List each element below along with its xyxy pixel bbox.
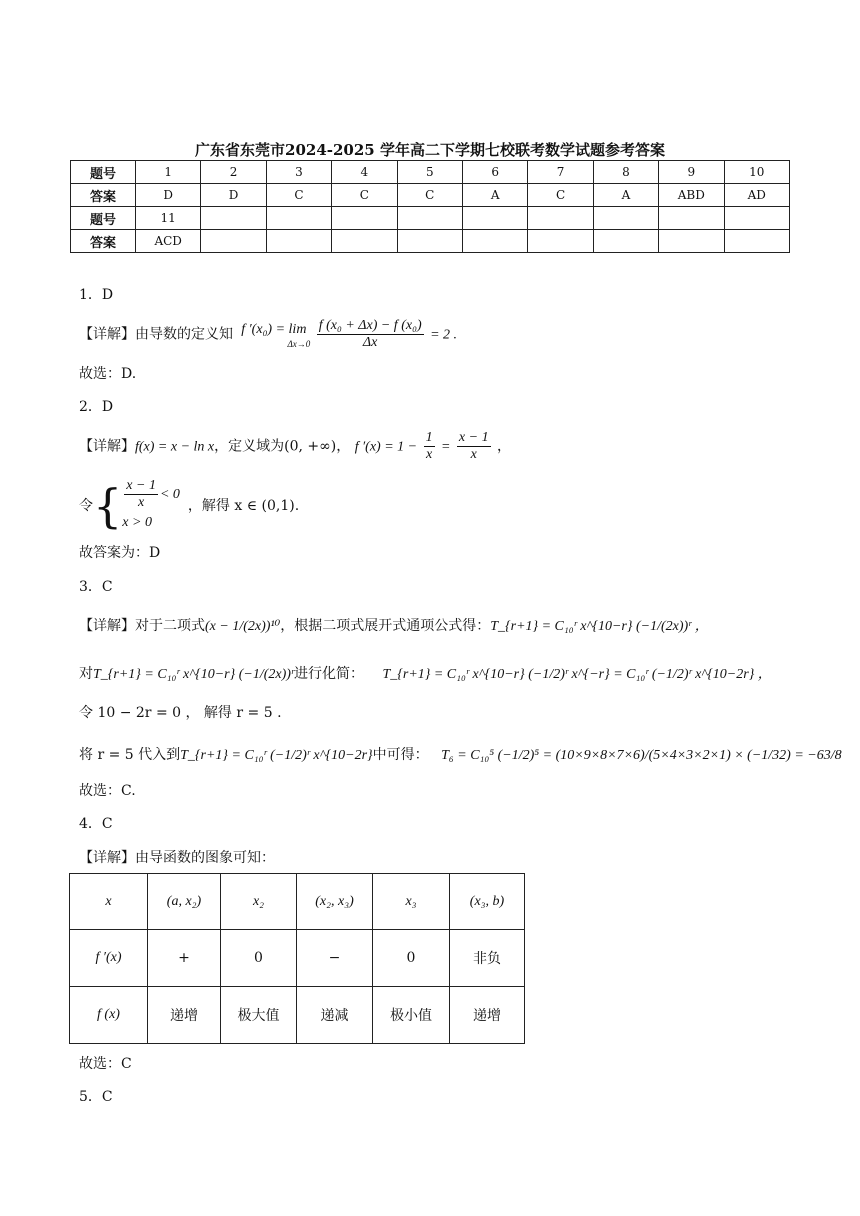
detail-label: 【详解】 <box>79 326 135 343</box>
q2-system: 令 { $\frac{x - 1}{x}$ < 0 x > 0 ，解得 x ∈ (0,1). <box>79 478 300 533</box>
table-cell <box>659 230 724 253</box>
table-cell <box>332 230 397 253</box>
detail-text: 由导数的定义知 <box>135 326 233 343</box>
table-cell <box>462 207 527 230</box>
limit-expression: f ′(x₀) = lim Δx→0 <box>241 321 311 349</box>
monotonicity-table <box>69 873 525 1044</box>
table-cell <box>659 207 724 230</box>
table-cell: 9 <box>659 161 724 184</box>
table-cell: − <box>297 930 373 987</box>
table-cell: ACD <box>136 230 201 253</box>
table-cell: (x₂, x₃) <box>297 874 373 930</box>
table-cell: 递增 <box>148 987 221 1044</box>
q1-choose: 故选：D. <box>79 366 137 382</box>
table-row <box>71 230 790 253</box>
table-cell: 2 <box>201 161 266 184</box>
table-cell <box>397 230 462 253</box>
difference-quotient: $\frac{\text{f (x₀ + Δx) − f (x₀)}}{\Delta x}$ <box>318 318 422 350</box>
table-row <box>71 207 790 230</box>
table-row <box>70 987 525 1044</box>
table-cell <box>332 207 397 230</box>
q3-line2: 对T_{r+1} = C₁₀ʳ x^{10−r} (−1/(2x))ʳ进行化简： T_{r+1} = C₁₀ʳ x^{10−r} (−1/2)ʳ x^{−r} = C₁₀ʳ (−1/2)ʳ x^{10−2r} ， <box>79 666 772 682</box>
fraction: $\frac{1}{x}$ <box>425 430 433 462</box>
q2-answer: 故答案为：D <box>79 545 161 561</box>
table-cell: 4 <box>332 161 397 184</box>
table-cell: 5 <box>397 161 462 184</box>
table-cell: 7 <box>528 161 593 184</box>
table-cell: 11 <box>136 207 201 230</box>
q4-choose: 故选：C <box>79 1056 132 1072</box>
q4-heading: 4．C <box>79 816 113 832</box>
table-row <box>71 184 790 207</box>
table-cell: 极小值 <box>373 987 450 1044</box>
table-cell: A <box>593 184 658 207</box>
table-cell <box>266 207 331 230</box>
table-cell: 0 <box>221 930 297 987</box>
table-cell: x <box>70 874 148 930</box>
table-cell: 递增 <box>450 987 525 1044</box>
q3-line3: 令 10 − 2r = 0 ， 解得 r = 5 . <box>79 705 282 721</box>
q1-detail: 【详解】由导数的定义知 f ′(x₀) = lim Δx→0 $\frac{\text{f (x₀ + Δx) − f (x₀)}}{\Delta x}$ = 2 . <box>79 318 458 350</box>
table-cell <box>397 207 462 230</box>
table-cell <box>528 207 593 230</box>
q1-heading: 1．D <box>79 287 114 303</box>
q2-heading: 2．D <box>79 399 114 415</box>
table-cell: C <box>332 184 397 207</box>
table-cell: 极大值 <box>221 987 297 1044</box>
q3-line4: 将 r = 5 代入到T_{r+1} = C₁₀ʳ (−1/2)ʳ x^{10−2r}中可得： T₆ = C₁₀⁵ (−1/2)⁵ = (10×9×8×7×6)/(5×4×3×2×1) × (−1/32) = −63/8 <box>79 747 842 763</box>
q5-heading: 5．C <box>79 1089 113 1105</box>
table-cell: (a, x₂) <box>148 874 221 930</box>
table-cell: C <box>266 184 331 207</box>
table-cell: x₃ <box>373 874 450 930</box>
table-cell: f ′(x) <box>70 930 148 987</box>
table-cell: x₂ <box>221 874 297 930</box>
table-cell <box>724 207 789 230</box>
table-cell: C <box>528 184 593 207</box>
table-row <box>71 161 790 184</box>
table-cell <box>593 230 658 253</box>
row-header-question: 题号 <box>71 207 136 230</box>
table-cell: 10 <box>724 161 789 184</box>
table-cell <box>593 207 658 230</box>
table-cell: 递减 <box>297 987 373 1044</box>
table-cell: 0 <box>373 930 450 987</box>
table-cell: 1 <box>136 161 201 184</box>
row-header-question: 题号 <box>71 161 136 184</box>
table-cell: C <box>397 184 462 207</box>
left-brace-icon: { <box>93 478 123 533</box>
table-cell: (x₃, b) <box>450 874 525 930</box>
table-row <box>70 874 525 930</box>
q2-detail: 【详解】f(x) = x − ln x，定义域为(0, +∞)， f ′(x) = 1 − $\frac{1}{x}$ = $\frac{x - 1}{x}$ ， <box>79 430 512 462</box>
table-cell: 非负 <box>450 930 525 987</box>
q3-line1: 【详解】对于二项式(x − 1/(2x))¹⁰，根据二项式展开式通项公式得：T_{r+1} = C₁₀ʳ x^{10−r} (−1/(2x))ʳ ， <box>79 618 709 634</box>
table-cell: D <box>201 184 266 207</box>
table-cell: A <box>462 184 527 207</box>
row-header-answer: 答案 <box>71 184 136 207</box>
q4-detail: 【详解】由导函数的图象可知： <box>79 850 275 866</box>
table-cell <box>201 207 266 230</box>
table-cell <box>266 230 331 253</box>
fraction: $\frac{x - 1}{x}$ <box>458 430 489 462</box>
answer-table <box>70 160 790 253</box>
table-cell: + <box>148 930 221 987</box>
table-cell: 3 <box>266 161 331 184</box>
q3-choose: 故选：C. <box>79 783 136 799</box>
table-row <box>70 930 525 987</box>
q3-heading: 3．C <box>79 579 113 595</box>
page-title: 广东省东莞市2024-2025 学年高二下学期七校联考数学试题参考答案 <box>195 141 665 159</box>
table-cell: f (x) <box>70 987 148 1044</box>
table-cell: ABD <box>659 184 724 207</box>
row-header-answer: 答案 <box>71 230 136 253</box>
table-cell: D <box>136 184 201 207</box>
table-cell: AD <box>724 184 789 207</box>
table-cell: 6 <box>462 161 527 184</box>
table-cell <box>528 230 593 253</box>
table-cell <box>201 230 266 253</box>
table-cell: 8 <box>593 161 658 184</box>
table-cell <box>462 230 527 253</box>
table-cell <box>724 230 789 253</box>
